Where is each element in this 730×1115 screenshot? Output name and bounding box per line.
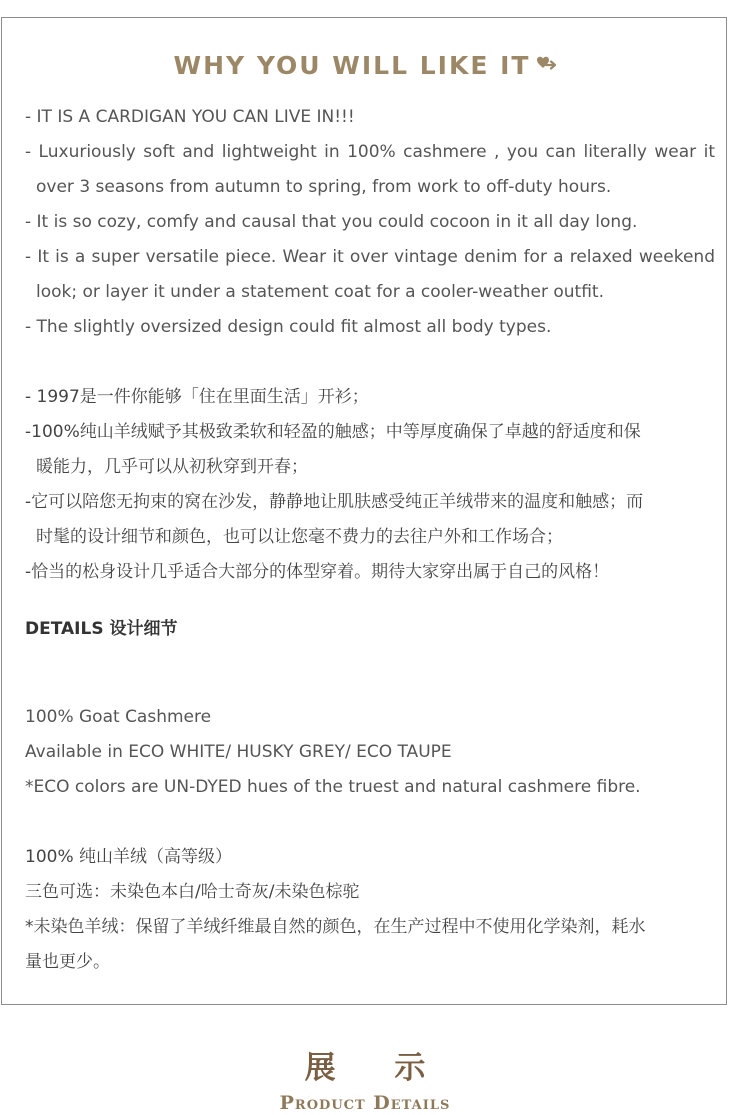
chinese-point-4: -恰当的松身设计几乎适合大部分的体型穿着。期待大家穿出属于自己的风格！	[25, 562, 610, 582]
chinese-point-2-cont: 暖能力，几乎可以从初秋穿到开春；	[36, 457, 308, 477]
heart-arrow-icon	[534, 51, 556, 73]
why-you-will-like-it-heading	[2, 49, 728, 83]
details-en-colors: Available in ECO WHITE/ HUSKY GREY/ ECO TAUPE	[25, 742, 452, 762]
english-point-2: - Luxuriously soft and lightweight in 100% cashmere , you can literally wear it	[25, 142, 715, 162]
chinese-point-1: - 1997是一件你能够「住在里面生活」开衫；	[25, 387, 369, 407]
english-point-3: - It is so cozy, comfy and causal that you could cocoon in it all day long.	[25, 212, 638, 232]
details-en-eco-note: *ECO colors are UN-DYED hues of the truest and natural cashmere fibre.	[25, 777, 641, 797]
details-cn-eco-note: *未染色羊绒：保留了羊绒纤维最自然的颜色，在生产过程中不使用化学染剂，耗水	[25, 917, 646, 937]
details-en-material: 100% Goat Cashmere	[25, 707, 212, 727]
english-point-1: - IT IS A CARDIGAN YOU CAN LIVE IN!!!	[25, 107, 355, 127]
english-point-4: - It is a super versatile piece. Wear it over vintage denim for a relaxed weekend	[25, 247, 715, 267]
english-point-2-cont: over 3 seasons from autumn to spring, from work to off-duty hours.	[36, 177, 612, 197]
details-heading: DETAILS 设计细节	[25, 619, 178, 639]
english-point-4-cont: look; or layer it under a statement coat for a cooler-weather outfit.	[36, 282, 604, 302]
chinese-point-3-cont: 时髦的设计细节和颜色，也可以让您毫不费力的去往户外和工作场合；	[36, 527, 563, 547]
details-cn-material: 100% 纯山羊绒（高等级）	[25, 847, 233, 867]
english-point-5: - The slightly oversized design could fit almost all body types.	[25, 317, 552, 337]
details-cn-eco-note-cont: 量也更少。	[25, 952, 110, 972]
display-section-title-cn: 展 示	[304, 1050, 450, 1086]
display-section-title-en: Product Details	[279, 1092, 451, 1114]
chinese-point-2: -100%纯山羊绒赋予其极致柔软和轻盈的触感；中等厚度确保了卓越的舒适度和保	[25, 422, 641, 442]
why-title-text: WHY YOU WILL LIKE IT	[173, 51, 531, 80]
details-cn-colors: 三色可选：未染色本白/哈士奇灰/未染色棕驼	[25, 882, 360, 902]
chinese-point-3: -它可以陪您无拘束的窝在沙发，静静地让肌肤感受纯正羊绒带来的温度和触感；而	[25, 492, 644, 512]
